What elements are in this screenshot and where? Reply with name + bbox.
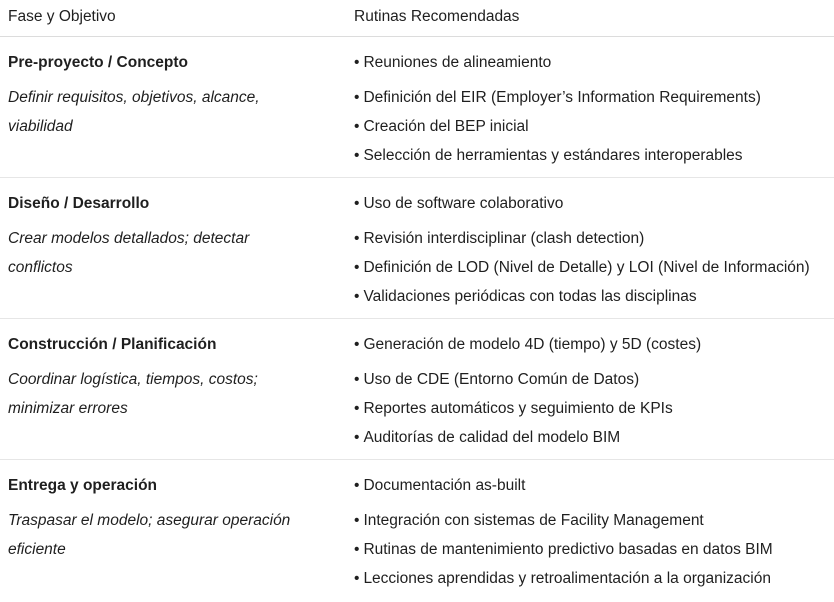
- table-header: [0, 0, 834, 37]
- phase-objective: Definir requisitos, objetivos, alcance, viabilidad: [8, 89, 260, 135]
- phase-title: Diseño / Desarrollo: [8, 195, 150, 212]
- bullet-icon: •: [354, 541, 360, 558]
- routine-list: [354, 477, 773, 593]
- phase-objective: Coordinar logística, tiempos, costos; minimizar errores: [8, 371, 258, 417]
- table-row: [0, 178, 834, 319]
- bullet-icon: •: [354, 195, 360, 212]
- table-row: [0, 319, 834, 460]
- phase-title: Entrega y operación: [8, 477, 158, 494]
- table-row: [0, 37, 834, 178]
- phase-title: Pre-proyecto / Concepto: [8, 54, 188, 71]
- routine-item: • Lecciones aprendidas y retroalimentación a la organización: [354, 570, 771, 587]
- bullet-icon: •: [354, 147, 360, 164]
- bullet-icon: •: [354, 400, 360, 417]
- bullet-icon: •: [354, 429, 360, 446]
- routine-list: [354, 195, 810, 311]
- routine-item: • Reuniones de alineamiento: [354, 54, 552, 71]
- phase-objective: Crear modelos detallados; detectar conflictos: [8, 230, 250, 276]
- routine-list: [354, 54, 761, 170]
- routine-item: • Auditorías de calidad del modelo BIM: [354, 429, 621, 446]
- routine-item: • Validaciones periódicas con todas las disciplinas: [354, 288, 697, 305]
- bullet-icon: •: [354, 477, 360, 494]
- routine-item: • Uso de software colaborativo: [354, 195, 564, 212]
- bullet-icon: •: [354, 512, 360, 529]
- routine-item: • Definición del EIR (Employer’s Information Requirements): [354, 89, 761, 106]
- routine-item: • Uso de CDE (Entorno Común de Datos): [354, 371, 640, 388]
- routine-item: • Reportes automáticos y seguimiento de KPIs: [354, 400, 673, 417]
- routine-item: • Generación de modelo 4D (tiempo) y 5D (costes): [354, 336, 702, 353]
- phase-title: Construcción / Planificación: [8, 336, 217, 353]
- routine-item: • Documentación as-built: [354, 477, 526, 494]
- bullet-icon: •: [354, 570, 360, 587]
- table-row: [0, 460, 834, 600]
- routine-item: • Definición de LOD (Nivel de Detalle) y LOI (Nivel de Información): [354, 259, 810, 276]
- bullet-icon: •: [354, 89, 360, 106]
- routine-list: [354, 336, 701, 452]
- bullet-icon: •: [354, 118, 360, 135]
- routine-item: • Integración con sistemas de Facility Management: [354, 512, 704, 529]
- bullet-icon: •: [354, 230, 360, 247]
- routine-item: • Creación del BEP inicial: [354, 118, 529, 135]
- routine-item: • Rutinas de mantenimiento predictivo basadas en datos BIM: [354, 541, 773, 558]
- bullet-icon: •: [354, 259, 360, 276]
- routine-item: • Revisión interdisciplinar (clash detection): [354, 230, 645, 247]
- bullet-icon: •: [354, 54, 360, 71]
- phase-objective: Traspasar el modelo; asegurar operación eficiente: [8, 512, 291, 558]
- bullet-icon: •: [354, 371, 360, 388]
- header-phase-objective: Fase y Objetivo: [8, 8, 116, 25]
- bullet-icon: •: [354, 288, 360, 305]
- routine-item: • Selección de herramientas y estándares interoperables: [354, 147, 743, 164]
- bullet-icon: •: [354, 336, 360, 353]
- header-recommended-routines: Rutinas Recomendadas: [354, 8, 520, 25]
